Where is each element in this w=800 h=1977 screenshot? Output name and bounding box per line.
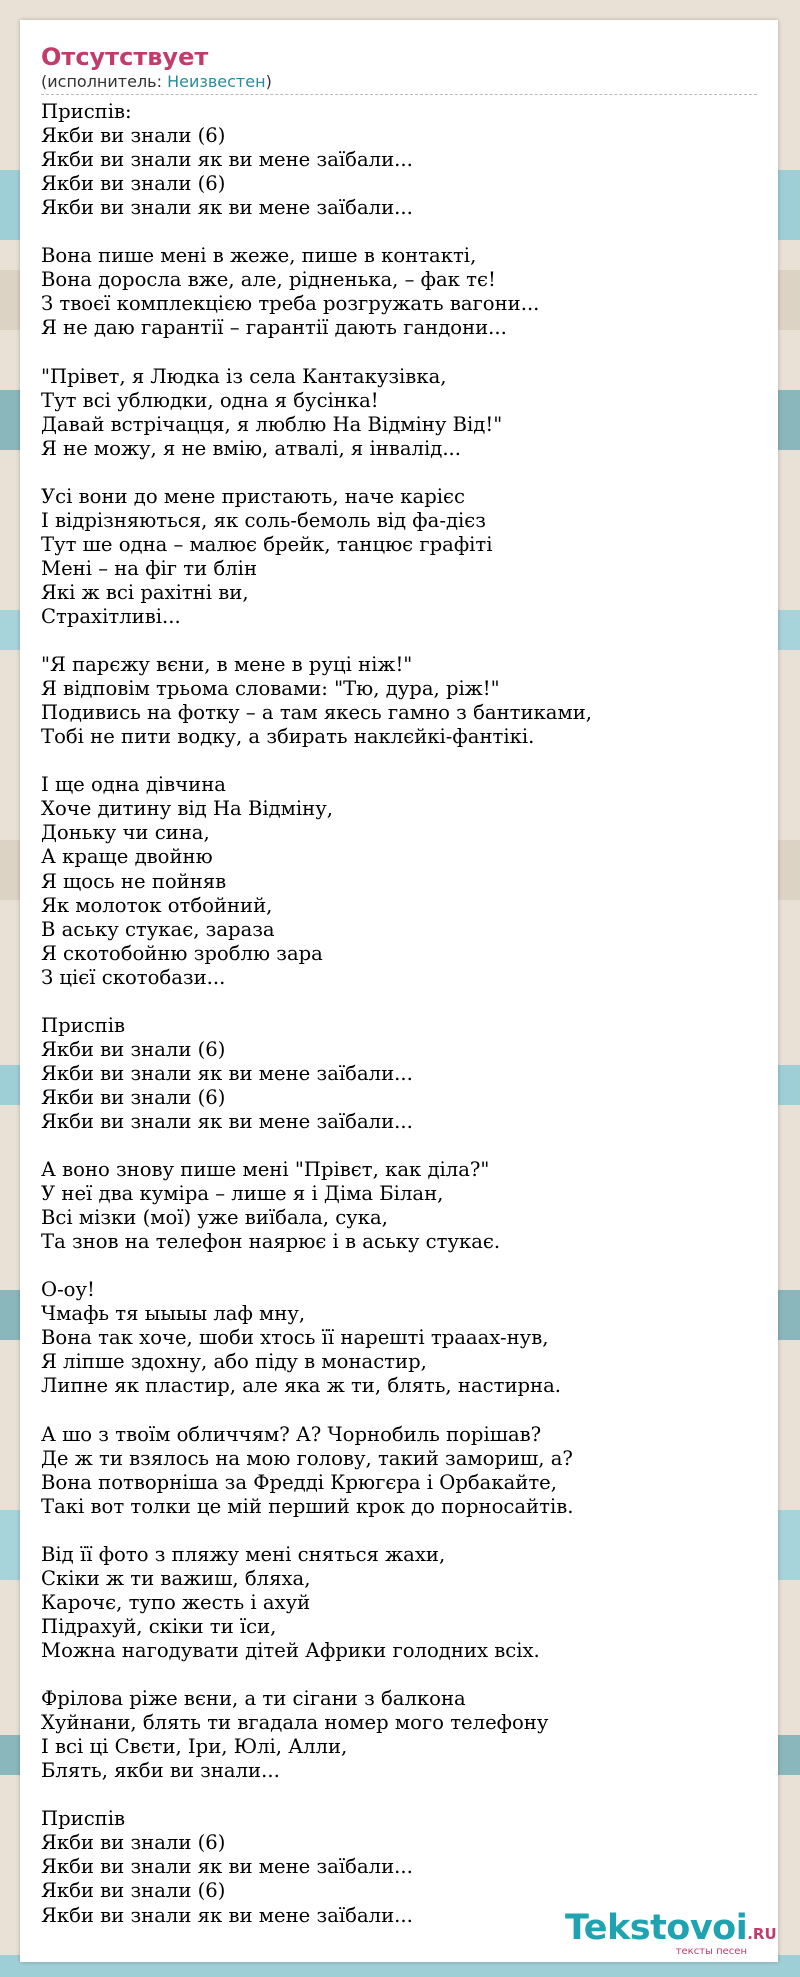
lyric-line: Хуйнани, блять ти вгадала номер мого телефону	[41, 1711, 549, 1735]
lyric-line: Та знов на телефон наярює і в аську стукає.	[41, 1230, 501, 1254]
lyric-line: "Я парєжу вєни, в мене в руці ніж!"	[41, 653, 413, 677]
lyric-line: Хоче дитину від На Відміну,	[41, 797, 334, 821]
lyric-line: Я не даю гарантії – гарантії дають гандони...	[41, 316, 507, 340]
lyric-line: "Прівет, я Людка із села Кантакузівка,	[41, 364, 447, 388]
lyric-line: Липне як пластир, але яка ж ти, блять, настирна.	[41, 1374, 562, 1398]
lyric-line: Всі мізки (мої) уже виїбала, сука,	[41, 1206, 388, 1230]
lyric-line: Тобі не пити водку, а збирать наклєйкі-фантікі.	[41, 725, 535, 749]
stanza-gap	[41, 461, 761, 485]
lyric-line: Тут всі ублюдки, одна я бусінка!	[41, 388, 379, 412]
stanza-gap	[41, 220, 761, 244]
lyric-line: Вона так хоче, шоби хтось її нарешті траааx-нув,	[41, 1326, 549, 1350]
lyric-line: Фрілова ріже вєни, а ти сігани з балкона	[41, 1687, 466, 1711]
lyric-line: Якби ви знали як ви мене заїбали...	[41, 1855, 413, 1879]
lyric-line: Приспів	[41, 1013, 126, 1037]
lyric-line: Такі вот толки це мій перший крок до порносайтів.	[41, 1494, 574, 1518]
lyrics-card	[20, 20, 778, 1962]
logo-tagline: тексты песен	[675, 1946, 747, 1957]
lyric-line: Усі вони до мене пристають, наче карієс	[41, 484, 465, 508]
site-logo[interactable]	[565, 1908, 775, 1958]
lyric-line: Якби ви знали (6)	[41, 1831, 226, 1855]
lyric-line: Якби ви знали (6)	[41, 172, 226, 196]
lyric-line: У неї два куміра – лише я і Діма Білан,	[41, 1182, 444, 1206]
lyric-line: Якби ви знали (6)	[41, 124, 226, 148]
lyric-line: Подивись на фотку – а там якесь гамно з бантиками,	[41, 701, 592, 725]
lyric-line: І всі ці Свєти, Іри, Юлі, Алли,	[41, 1735, 348, 1759]
lyric-line: Я скотобойню зроблю зара	[41, 941, 323, 965]
song-title: Отсутствует	[41, 43, 209, 71]
stanza-gap	[41, 990, 761, 1014]
lyric-line: О-оу!	[41, 1278, 95, 1302]
lyric-line: Якби ви знали як ви мене заїбали...	[41, 1109, 413, 1133]
lyric-line: Скіки ж ти важиш, бляха,	[41, 1566, 311, 1590]
lyric-line: Я не можу, я не вмію, атвалі, я інвалід...	[41, 436, 462, 460]
lyric-line: І відрізняються, як соль-бемоль від фа-дієз	[41, 508, 486, 532]
lyric-line: Блять, якби ви знали...	[41, 1759, 280, 1783]
song-header	[41, 42, 757, 95]
artist-suffix: )	[265, 72, 272, 91]
artist-prefix: (исполнитель:	[41, 72, 168, 91]
lyric-line: Якби ви знали (6)	[41, 1037, 226, 1061]
lyric-line: Можна нагодувати дітей Африки голодних всіх.	[41, 1639, 540, 1662]
lyric-line: А краще двойню	[41, 845, 213, 869]
lyric-line: В аську стукає, зараза	[41, 917, 275, 941]
lyric-line: Вона доросла вже, але, рідненька, – фак тє!	[41, 268, 496, 292]
lyrics-text	[41, 100, 761, 1928]
stanza-gap	[41, 1134, 761, 1158]
lyric-line: Тут ше одна – малює брейк, танцює графіті	[41, 532, 493, 556]
lyric-line: Страхітливі...	[41, 604, 181, 628]
stanza-gap	[41, 1663, 761, 1687]
stanza-gap	[41, 749, 761, 773]
logo-tld: .RU	[747, 1925, 777, 1943]
lyric-line: Я щось не пойняв	[41, 869, 227, 893]
lyric-line: Від її фото з пляжу мені сняться жахи,	[41, 1542, 446, 1566]
lyric-line: Вона потворніша за Фредді Крюгєра і Орбакайте,	[41, 1470, 557, 1494]
stanza-gap	[41, 1519, 761, 1543]
lyric-line: Доньку чи сина,	[41, 821, 210, 845]
stanza-gap	[41, 1399, 761, 1423]
lyric-line: Якби ви знали як ви мене заїбали...	[41, 196, 413, 220]
lyric-line: Карочє, тупо жесть і ахуй	[41, 1590, 311, 1614]
stanza-gap	[41, 1254, 761, 1278]
lyric-line: Я ліпше здохну, або піду в монастир,	[41, 1350, 427, 1374]
lyric-line: Вона пише мені в жеже, пише в контакті,	[41, 244, 477, 268]
stanza-gap	[41, 629, 761, 653]
lyric-line: І ще одна дівчина	[41, 773, 226, 797]
stanza-gap	[41, 1783, 761, 1807]
lyric-line: Приспів:	[41, 100, 132, 123]
lyric-line: Де ж ти взялось на мою голову, такий замориш, а?	[41, 1446, 573, 1470]
lyric-line: Якби ви знали як ви мене заїбали...	[41, 148, 413, 172]
lyric-line: Я відповім трьома словами: "Тю, дура, ріж!"	[41, 677, 500, 701]
lyric-line: Підрахуй, скіки ти їси,	[41, 1614, 277, 1638]
logo-name: Tekstovoi	[565, 1908, 748, 1948]
lyric-line: Чмафь тя ыыыы лаф мну,	[41, 1302, 306, 1326]
stanza-gap	[41, 340, 761, 364]
lyric-line: Як молоток отбойний,	[41, 893, 273, 917]
lyric-line: Приспів	[41, 1807, 126, 1831]
artist-line	[41, 72, 757, 95]
lyric-line: А воно знову пише мені "Прівєт, как діла?"	[41, 1158, 490, 1182]
lyric-line: З цієї скотобази...	[41, 965, 226, 989]
lyric-line: Якби ви знали (6)	[41, 1879, 226, 1903]
lyric-line: Якби ви знали як ви мене заїбали...	[41, 1061, 413, 1085]
artist-link[interactable]: Неизвестен	[167, 72, 266, 91]
lyric-line: А шо з твоїм обличчям? А? Чорнобиль порішав?	[41, 1422, 542, 1446]
lyric-line: Які ж всі рахітні ви,	[41, 580, 249, 604]
lyric-line: Мені – на фіг ти блін	[41, 556, 258, 580]
lyric-line: Якби ви знали як ви мене заїбали...	[41, 1903, 413, 1927]
lyric-line: Давай встрічацця, я люблю На Відміну Від!"	[41, 412, 503, 436]
lyric-line: З твоєї комплекцією треба розгружать вагони...	[41, 292, 540, 316]
lyric-line: Якби ви знали (6)	[41, 1085, 226, 1109]
